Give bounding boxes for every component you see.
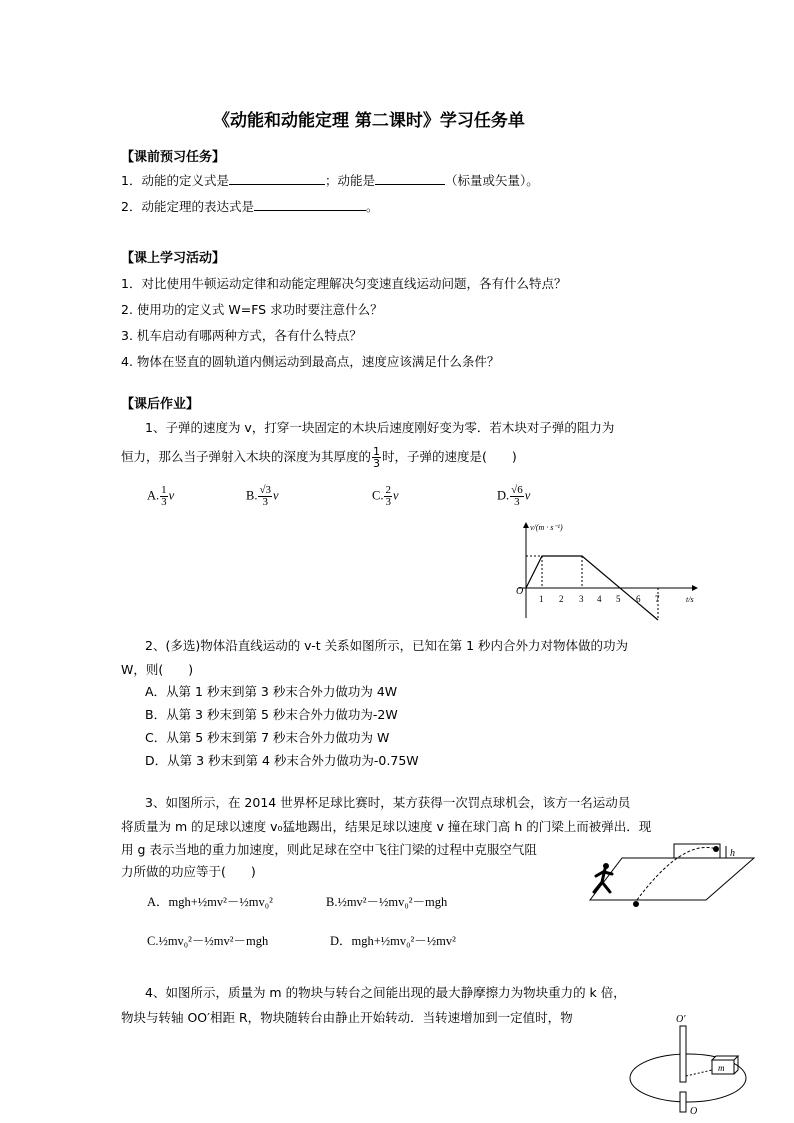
block-label: m (718, 1063, 725, 1073)
tick-label: 5 (616, 594, 621, 604)
section-heading-preview: 【课前预习任务】 (121, 150, 226, 165)
problem-3-option-c[interactable]: C.½mv₀²－½mv²－mgh (147, 934, 269, 948)
vt-graph (510, 518, 700, 628)
problem-1-option-b[interactable]: B. $\frac{√3}{3}$ v (246, 484, 279, 508)
tick-label: 6 (636, 594, 641, 604)
problem-3-line: 力所做的功应等于( ) (121, 864, 256, 879)
problem-1-option-d[interactable]: D. $\frac{√6}{3}$ v (497, 484, 531, 508)
problem-4-line: 物块与转轴 OO′相距 R，物块随转台由静止开始转动．当转速增加到一定值时，物 (121, 1010, 573, 1025)
tick-label: 1 (539, 594, 544, 604)
rotation-axis-lower (680, 1092, 686, 1112)
axis-top-label: O′ (676, 1014, 686, 1025)
tick-label: 4 (597, 594, 602, 604)
problem-3-option-b[interactable]: B.½mv²－½mv₀²－mgh (326, 895, 448, 909)
section-heading-class-activity: 【课上学习活动】 (121, 251, 226, 266)
fraction: $\frac{1}{3}$ (373, 445, 381, 470)
answer-blank[interactable] (375, 172, 445, 185)
problem-3-option-d[interactable]: D．mgh+½mv₀²－½mv² (330, 934, 456, 948)
h-label: h (730, 848, 735, 859)
problem-4-line: 4、如图所示，质量为 m 的物块与转台之间能出现的最大静摩擦力为物块重力的 k 倍， (145, 985, 626, 1000)
turntable-figure (620, 1010, 760, 1120)
problem-2-option-c[interactable]: C．从第 5 秒末到第 7 秒末合外力做功为 W (145, 730, 390, 745)
problem-2-option-b[interactable]: B．从第 3 秒末到第 5 秒末合外力做功为-2W (145, 707, 398, 722)
activity-item: 4. 物体在竖直的圆轨道内侧运动到最高点，速度应该满足什么条件？ (121, 354, 500, 369)
activity-item: 1．对比使用牛顿运动定律和动能定理解决匀变速直线运动问题，各有什么特点？ (121, 276, 567, 291)
problem-2-option-d[interactable]: D．从第 3 秒末到第 4 秒末合外力做功为-0.75W (145, 753, 419, 768)
preview-question-2: 2．动能定理的表达式是 。 (121, 199, 379, 214)
problem-3-line: 将质量为 m 的足球以速度 v₀猛地踢出，结果足球以速度 v 撞在球门高 h 的门梁上而被弹出．现 (121, 819, 652, 834)
y-axis-label: v/(m · s⁻¹) (530, 523, 563, 532)
problem-1-line: 1、子弹的速度为 v，打穿一块固定的木块后速度刚好变为零．若木块对子弹的阻力为 (145, 420, 615, 435)
answer-blank[interactable] (254, 198, 366, 211)
section-heading-homework: 【课后作业】 (121, 397, 200, 412)
activity-item: 3. 机车启动有哪两种方式，各有什么特点？ (121, 328, 362, 343)
problem-2-line: W，则( ) (121, 662, 194, 677)
axis-bottom-label: O (690, 1106, 698, 1117)
preview-question-1: 1．动能的定义式是 ；动能是 （标量或矢量）。 (121, 173, 539, 188)
y-axis-arrow (523, 522, 529, 528)
tick-label: 2 (559, 594, 564, 604)
page-title: 《动能和动能定理 第二课时》学习任务单 (213, 111, 525, 131)
problem-1-line: 恒力，那么当子弹射入木块的深度为其厚度的 $\frac{1}{3}$ 时，子弹的速度是( ) (121, 445, 517, 470)
player-icon (594, 863, 612, 892)
activity-item: 2. 使用功的定义式 W=FS 求功时要注意什么？ (121, 302, 383, 317)
tick-label: 7 (655, 594, 660, 604)
ground-plane (590, 858, 754, 900)
problem-2-line: 2、(多选)物体沿直线运动的 v-t 关系如图所示，已知在第 1 秒内合外力对物体做的功为 (145, 638, 629, 653)
problem-2-option-a[interactable]: A．从第 1 秒末到第 3 秒末合外力做功为 4W (145, 684, 398, 699)
tick-label: 3 (579, 594, 584, 604)
origin-label: O (516, 586, 524, 597)
problem-1-option-c[interactable]: C. $\frac{2}{3}$ v (372, 484, 399, 508)
x-axis-label: t/s (686, 595, 694, 604)
ball-at-goal (713, 846, 719, 852)
problem-1-option-a[interactable]: A. $\frac{1}{3}$ v (147, 484, 175, 508)
x-axis-arrow (692, 585, 698, 591)
soccer-figure (586, 838, 758, 910)
problem-3-line: 3、如图所示，在 2014 世界杯足球比赛时，某方获得一次罚点球机会，该方一名运动员 (145, 795, 631, 810)
rotation-axis (680, 1026, 686, 1082)
ball-start (633, 901, 639, 907)
problem-3-line: 用 g 表示当地的重力加速度，则此足球在空中飞往门梁的过程中克服空气阻 (121, 842, 537, 857)
problem-3-option-a[interactable]: A．mgh+½mv²－½mv₀² (147, 895, 273, 909)
answer-blank[interactable] (229, 172, 325, 185)
